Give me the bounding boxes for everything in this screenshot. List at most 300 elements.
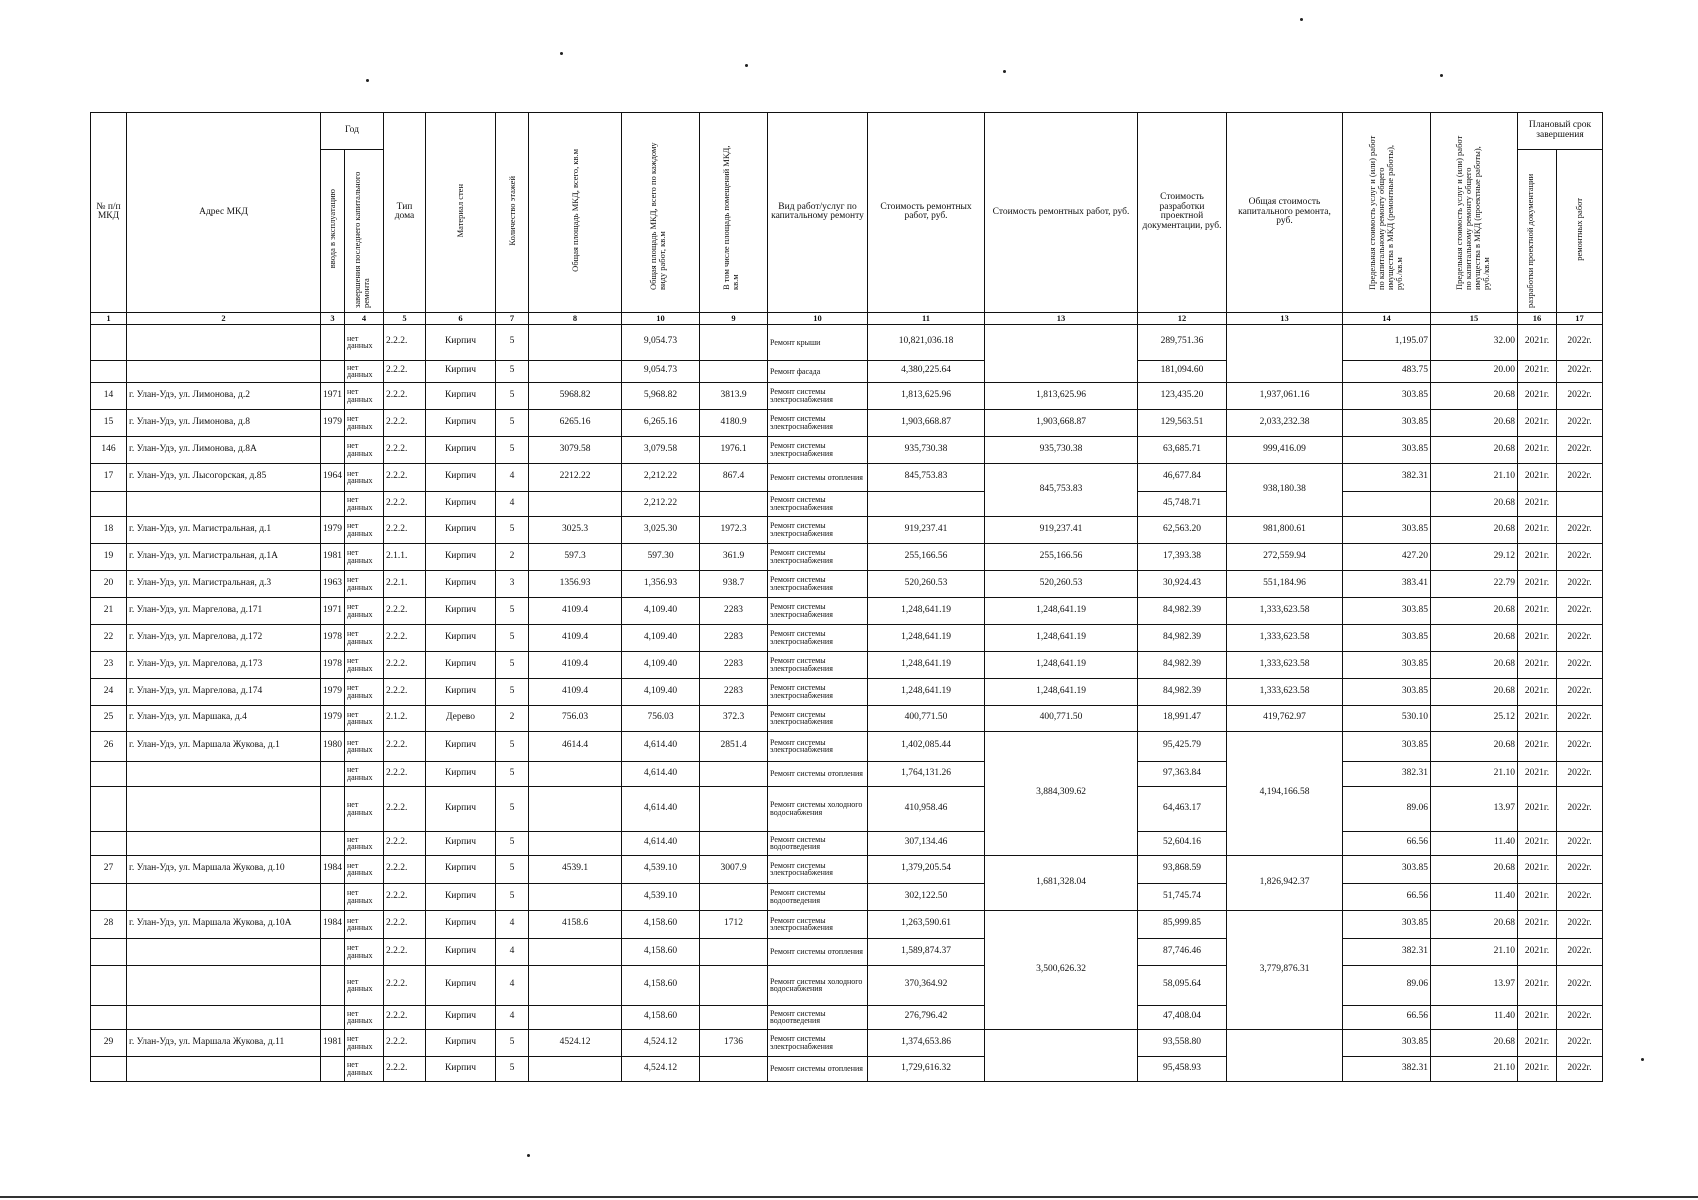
row-num <box>91 324 127 360</box>
house-type-cell: 2.2.2. <box>384 883 426 910</box>
limit-cost-design-cell: 11.40 <box>1431 831 1518 855</box>
area-by-type-cell: 9,054.73 <box>622 360 700 382</box>
deadline-design-cell: 2021г. <box>1518 463 1557 491</box>
row-num: 15 <box>91 409 127 436</box>
row-num <box>91 883 127 910</box>
limit-cost-design-cell: 21.10 <box>1431 761 1518 786</box>
address-cell <box>127 360 321 382</box>
house-type-cell: 2.1.1. <box>384 543 426 570</box>
header-year-group: Год <box>321 113 384 150</box>
row-num <box>91 831 127 855</box>
scan-speck <box>1003 70 1006 73</box>
deadline-design-cell: 2021г. <box>1518 1056 1557 1081</box>
address-cell: г. Улан-Удэ, ул. Маршака, д.4 <box>127 705 321 731</box>
row-num <box>91 965 127 1005</box>
year-repair-cell: нет данных <box>345 409 384 436</box>
deadline-design-cell: 2021г. <box>1518 965 1557 1005</box>
address-cell: г. Улан-Удэ, ул. Лимонова, д.8А <box>127 436 321 463</box>
area-by-type-cell: 3,025.30 <box>622 516 700 543</box>
total-area-cell <box>529 360 622 382</box>
year-repair-cell: нет данных <box>345 543 384 570</box>
deadline-repair-cell: 2022г. <box>1557 786 1603 831</box>
repair-cost-cell: 1,248,641.19 <box>868 678 985 705</box>
floors-cell: 5 <box>496 883 529 910</box>
design-cost-cell: 84,982.39 <box>1138 597 1227 624</box>
premises-area-cell <box>700 1056 768 1081</box>
address-cell: г. Улан-Удэ, ул. Магистральная, д.1А <box>127 543 321 570</box>
total-cost-cell: 981,800.61 <box>1227 516 1343 543</box>
header-year-last-repair: завершения последнего капитального ремонта <box>352 171 371 308</box>
deadline-design-cell: 2021г. <box>1518 831 1557 855</box>
premises-area-cell: 1736 <box>700 1029 768 1056</box>
row-num <box>91 360 127 382</box>
premises-area-cell: 3813.9 <box>700 382 768 409</box>
total-area-cell <box>529 761 622 786</box>
limit-cost-design-cell: 13.97 <box>1431 965 1518 1005</box>
scan-speck <box>1641 1058 1644 1061</box>
year-repair-cell: нет данных <box>345 491 384 516</box>
year-commission-cell: 1980 <box>321 731 345 761</box>
area-by-type-cell: 4,158.60 <box>622 1005 700 1029</box>
repair-cost-cell: 1,903,668.87 <box>868 409 985 436</box>
floors-cell: 5 <box>496 855 529 883</box>
deadline-repair-cell: 2022г. <box>1557 436 1603 463</box>
year-commission-cell: 1981 <box>321 543 345 570</box>
wall-material-cell: Кирпич <box>426 570 496 597</box>
year-commission-cell <box>321 965 345 1005</box>
row-num <box>91 786 127 831</box>
premises-area-cell: 361.9 <box>700 543 768 570</box>
year-commission-cell: 1978 <box>321 651 345 678</box>
total-cost-cell: 4,194,166.58 <box>1227 731 1343 855</box>
scan-speck <box>527 1154 530 1157</box>
area-by-type-cell: 4,539.10 <box>622 883 700 910</box>
total-cost-cell: 1,333,623.58 <box>1227 678 1343 705</box>
premises-area-cell <box>700 324 768 360</box>
total-area-cell: 4109.4 <box>529 651 622 678</box>
wall-material-cell: Кирпич <box>426 786 496 831</box>
deadline-design-cell: 2021г. <box>1518 678 1557 705</box>
year-commission-cell: 1979 <box>321 409 345 436</box>
house-type-cell: 2.2.2. <box>384 382 426 409</box>
house-type-cell: 2.2.2. <box>384 831 426 855</box>
repair-cost-cell: 307,134.46 <box>868 831 985 855</box>
column-index: 16 <box>1518 312 1557 324</box>
repair-cost-cell: 4,380,225.64 <box>868 360 985 382</box>
limit-cost-repair-cell: 382.31 <box>1343 463 1431 491</box>
floors-cell: 5 <box>496 761 529 786</box>
row-num: 29 <box>91 1029 127 1056</box>
wall-material-cell: Кирпич <box>426 491 496 516</box>
repair-cost-2-cell: 3,884,309.62 <box>985 731 1138 855</box>
floors-cell: 2 <box>496 705 529 731</box>
limit-cost-repair-cell: 427.20 <box>1343 543 1431 570</box>
address-cell <box>127 938 321 965</box>
deadline-repair-cell: 2022г. <box>1557 938 1603 965</box>
header-wall-material: Материал стен <box>455 183 466 238</box>
total-area-cell <box>529 938 622 965</box>
premises-area-cell: 1712 <box>700 910 768 938</box>
premises-area-cell <box>700 831 768 855</box>
year-commission-cell <box>321 360 345 382</box>
deadline-design-cell: 2021г. <box>1518 491 1557 516</box>
deadline-repair-cell: 2022г. <box>1557 597 1603 624</box>
address-cell <box>127 491 321 516</box>
work-type-cell: Ремонт системы электроснабжения <box>768 516 868 543</box>
house-type-cell: 2.2.1. <box>384 570 426 597</box>
floors-cell: 5 <box>496 1029 529 1056</box>
total-cost-cell: 1,333,623.58 <box>1227 597 1343 624</box>
wall-material-cell: Кирпич <box>426 1005 496 1029</box>
year-commission-cell <box>321 786 345 831</box>
work-type-cell: Ремонт системы отопления <box>768 938 868 965</box>
table-row <box>91 382 1603 409</box>
house-type-cell: 2.2.2. <box>384 624 426 651</box>
column-index: 8 <box>529 312 622 324</box>
deadline-repair-cell: 2022г. <box>1557 651 1603 678</box>
table-row <box>91 938 1603 965</box>
column-index: 17 <box>1557 312 1603 324</box>
deadline-design-cell: 2021г. <box>1518 651 1557 678</box>
area-by-type-cell: 4,614.40 <box>622 731 700 761</box>
floors-cell: 5 <box>496 786 529 831</box>
deadline-design-cell: 2021г. <box>1518 761 1557 786</box>
header-total-cost: Общая стоимость капитального ремонта, руб. <box>1227 113 1343 313</box>
table-row <box>91 1029 1603 1056</box>
premises-area-cell: 2283 <box>700 678 768 705</box>
year-commission-cell <box>321 1056 345 1081</box>
total-area-cell: 4524.12 <box>529 1029 622 1056</box>
deadline-design-cell: 2021г. <box>1518 624 1557 651</box>
premises-area-cell <box>700 360 768 382</box>
house-type-cell: 2.2.2. <box>384 761 426 786</box>
floors-cell: 5 <box>496 678 529 705</box>
deadline-repair-cell: 2022г. <box>1557 624 1603 651</box>
header-floors: Количество этажей <box>506 175 517 246</box>
premises-area-cell: 2283 <box>700 651 768 678</box>
design-cost-cell: 84,982.39 <box>1138 624 1227 651</box>
address-cell <box>127 831 321 855</box>
floors-cell: 2 <box>496 543 529 570</box>
limit-cost-repair-cell: 382.31 <box>1343 938 1431 965</box>
area-by-type-cell: 1,356.93 <box>622 570 700 597</box>
deadline-repair-cell: 2022г. <box>1557 463 1603 491</box>
design-cost-cell: 47,408.04 <box>1138 1005 1227 1029</box>
total-area-cell: 6265.16 <box>529 409 622 436</box>
year-commission-cell <box>321 938 345 965</box>
repair-cost-cell: 1,589,874.37 <box>868 938 985 965</box>
year-repair-cell: нет данных <box>345 1029 384 1056</box>
floors-cell: 5 <box>496 382 529 409</box>
year-repair-cell: нет данных <box>345 360 384 382</box>
design-cost-cell: 46,677.84 <box>1138 463 1227 491</box>
row-num: 14 <box>91 382 127 409</box>
work-type-cell: Ремонт крыши <box>768 324 868 360</box>
row-num: 19 <box>91 543 127 570</box>
year-repair-cell: нет данных <box>345 938 384 965</box>
table-row <box>91 543 1603 570</box>
wall-material-cell: Кирпич <box>426 324 496 360</box>
year-commission-cell <box>321 324 345 360</box>
total-area-cell: 5968.82 <box>529 382 622 409</box>
column-index: 3 <box>321 312 345 324</box>
limit-cost-repair-cell: 303.85 <box>1343 651 1431 678</box>
deadline-repair-cell: 2022г. <box>1557 1029 1603 1056</box>
year-commission-cell <box>321 436 345 463</box>
house-type-cell: 2.2.2. <box>384 910 426 938</box>
address-cell <box>127 1056 321 1081</box>
column-index: 14 <box>1343 312 1431 324</box>
header-repair-cost-2: Стоимость ремонтных работ, руб. <box>985 113 1138 313</box>
table-row <box>91 678 1603 705</box>
header-premises-area: В том числе площадь помещений МКД, кв.м <box>720 145 740 290</box>
total-cost-cell: 272,559.94 <box>1227 543 1343 570</box>
deadline-design-cell: 2021г. <box>1518 360 1557 382</box>
total-area-cell: 4109.4 <box>529 678 622 705</box>
floors-cell: 5 <box>496 597 529 624</box>
floors-cell: 4 <box>496 965 529 1005</box>
table-row <box>91 409 1603 436</box>
total-area-cell: 4158.6 <box>529 910 622 938</box>
year-repair-cell: нет данных <box>345 382 384 409</box>
deadline-repair-cell: 2022г. <box>1557 761 1603 786</box>
year-repair-cell: нет данных <box>345 831 384 855</box>
repair-cost-2-cell: 1,248,641.19 <box>985 624 1138 651</box>
row-num: 27 <box>91 855 127 883</box>
work-type-cell: Ремонт системы электроснабжения <box>768 678 868 705</box>
deadline-repair-cell: 2022г. <box>1557 678 1603 705</box>
table-row <box>91 1056 1603 1081</box>
wall-material-cell: Кирпич <box>426 731 496 761</box>
limit-cost-repair-cell: 383.41 <box>1343 570 1431 597</box>
design-cost-cell: 30,924.43 <box>1138 570 1227 597</box>
repair-cost-cell: 1,248,641.19 <box>868 597 985 624</box>
year-repair-cell: нет данных <box>345 761 384 786</box>
total-cost-cell: 938,180.38 <box>1227 463 1343 516</box>
table-row <box>91 491 1603 516</box>
column-index: 10 <box>622 312 700 324</box>
row-num: 25 <box>91 705 127 731</box>
header-address: Адрес МКД <box>127 113 321 313</box>
year-repair-cell: нет данных <box>345 731 384 761</box>
area-by-type-cell: 4,539.10 <box>622 855 700 883</box>
repair-cost-cell: 1,813,625.96 <box>868 382 985 409</box>
row-num: 20 <box>91 570 127 597</box>
house-type-cell: 2.2.2. <box>384 463 426 491</box>
total-cost-cell <box>1227 1029 1343 1081</box>
house-type-cell: 2.2.2. <box>384 324 426 360</box>
premises-area-cell <box>700 761 768 786</box>
total-area-cell <box>529 324 622 360</box>
table-row <box>91 910 1603 938</box>
column-index: 10 <box>768 312 868 324</box>
header-num: № п/п МКД <box>91 113 127 313</box>
total-cost-cell: 2,033,232.38 <box>1227 409 1343 436</box>
wall-material-cell: Кирпич <box>426 382 496 409</box>
repair-cost-cell: 276,796.42 <box>868 1005 985 1029</box>
work-type-cell: Ремонт системы электроснабжения <box>768 570 868 597</box>
limit-cost-repair-cell: 89.06 <box>1343 786 1431 831</box>
total-area-cell: 756.03 <box>529 705 622 731</box>
wall-material-cell: Кирпич <box>426 910 496 938</box>
limit-cost-design-cell: 21.10 <box>1431 938 1518 965</box>
wall-material-cell: Кирпич <box>426 543 496 570</box>
design-cost-cell: 17,393.38 <box>1138 543 1227 570</box>
scan-speck <box>745 64 748 67</box>
address-cell: г. Улан-Удэ, ул. Маргелова, д.174 <box>127 678 321 705</box>
repair-cost-cell: 919,237.41 <box>868 516 985 543</box>
repair-cost-2-cell: 1,248,641.19 <box>985 597 1138 624</box>
limit-cost-design-cell: 21.10 <box>1431 1056 1518 1081</box>
repair-cost-2-cell: 919,237.41 <box>985 516 1138 543</box>
design-cost-cell: 85,999.85 <box>1138 910 1227 938</box>
capital-repair-table <box>90 112 1603 1082</box>
repair-cost-cell: 1,248,641.19 <box>868 624 985 651</box>
limit-cost-design-cell: 20.68 <box>1431 516 1518 543</box>
premises-area-cell <box>700 965 768 1005</box>
wall-material-cell: Кирпич <box>426 436 496 463</box>
total-area-cell <box>529 831 622 855</box>
wall-material-cell: Кирпич <box>426 965 496 1005</box>
repair-cost-cell: 370,364.92 <box>868 965 985 1005</box>
limit-cost-repair-cell: 303.85 <box>1343 382 1431 409</box>
total-area-cell <box>529 491 622 516</box>
row-num: 22 <box>91 624 127 651</box>
table-row <box>91 705 1603 731</box>
work-type-cell: Ремонт системы электроснабжения <box>768 705 868 731</box>
limit-cost-repair-cell: 303.85 <box>1343 678 1431 705</box>
deadline-design-cell: 2021г. <box>1518 938 1557 965</box>
address-cell: г. Улан-Удэ, ул. Маршала Жукова, д.1 <box>127 731 321 761</box>
floors-cell: 5 <box>496 360 529 382</box>
total-cost-cell: 1,333,623.58 <box>1227 651 1343 678</box>
wall-material-cell: Кирпич <box>426 855 496 883</box>
column-index: 7 <box>496 312 529 324</box>
limit-cost-repair-cell: 66.56 <box>1343 1005 1431 1029</box>
design-cost-cell: 52,604.16 <box>1138 831 1227 855</box>
area-by-type-cell: 2,212.22 <box>622 491 700 516</box>
column-index: 13 <box>985 312 1138 324</box>
premises-area-cell <box>700 786 768 831</box>
limit-cost-design-cell: 20.68 <box>1431 491 1518 516</box>
work-type-cell: Ремонт системы отопления <box>768 463 868 491</box>
year-commission-cell: 1979 <box>321 705 345 731</box>
address-cell <box>127 965 321 1005</box>
wall-material-cell: Кирпич <box>426 651 496 678</box>
work-type-cell: Ремонт системы электроснабжения <box>768 624 868 651</box>
floors-cell: 5 <box>496 516 529 543</box>
house-type-cell: 2.2.2. <box>384 965 426 1005</box>
limit-cost-design-cell: 29.12 <box>1431 543 1518 570</box>
limit-cost-design-cell: 20.68 <box>1431 855 1518 883</box>
repair-cost-cell: 1,764,131.26 <box>868 761 985 786</box>
design-cost-cell: 84,982.39 <box>1138 678 1227 705</box>
row-num <box>91 491 127 516</box>
column-index-row <box>91 312 1603 324</box>
work-type-cell: Ремонт системы отопления <box>768 1056 868 1081</box>
house-type-cell: 2.2.2. <box>384 651 426 678</box>
column-index: 15 <box>1431 312 1518 324</box>
premises-area-cell: 2851.4 <box>700 731 768 761</box>
year-repair-cell: нет данных <box>345 570 384 597</box>
row-num: 146 <box>91 436 127 463</box>
wall-material-cell: Кирпич <box>426 463 496 491</box>
deadline-design-cell: 2021г. <box>1518 883 1557 910</box>
address-cell: г. Улан-Удэ, ул. Магистральная, д.1 <box>127 516 321 543</box>
total-area-cell: 4109.4 <box>529 624 622 651</box>
premises-area-cell <box>700 491 768 516</box>
year-commission-cell: 1984 <box>321 910 345 938</box>
address-cell <box>127 761 321 786</box>
limit-cost-repair-cell: 303.85 <box>1343 597 1431 624</box>
wall-material-cell: Кирпич <box>426 360 496 382</box>
table-row <box>91 463 1603 491</box>
limit-cost-design-cell: 21.10 <box>1431 463 1518 491</box>
work-type-cell: Ремонт системы электроснабжения <box>768 382 868 409</box>
design-cost-cell: 87,746.46 <box>1138 938 1227 965</box>
deadline-design-cell: 2021г. <box>1518 597 1557 624</box>
wall-material-cell: Кирпич <box>426 597 496 624</box>
area-by-type-cell: 3,079.58 <box>622 436 700 463</box>
deadline-repair-cell: 2022г. <box>1557 910 1603 938</box>
design-cost-cell: 84,982.39 <box>1138 651 1227 678</box>
repair-cost-2-cell: 845,753.83 <box>985 463 1138 516</box>
address-cell: г. Улан-Удэ, ул. Маргелова, д.171 <box>127 597 321 624</box>
year-repair-cell: нет данных <box>345 624 384 651</box>
deadline-design-cell: 2021г. <box>1518 543 1557 570</box>
scan-speck <box>1300 18 1303 21</box>
house-type-cell: 2.2.2. <box>384 938 426 965</box>
year-repair-cell: нет данных <box>345 883 384 910</box>
repair-cost-cell: 10,821,036.18 <box>868 324 985 360</box>
area-by-type-cell: 2,212.22 <box>622 463 700 491</box>
total-area-cell: 4614.4 <box>529 731 622 761</box>
year-commission-cell: 1981 <box>321 1029 345 1056</box>
repair-cost-cell: 1,379,205.54 <box>868 855 985 883</box>
total-cost-cell: 1,826,942.37 <box>1227 855 1343 910</box>
deadline-repair-cell <box>1557 491 1603 516</box>
design-cost-cell: 58,095.64 <box>1138 965 1227 1005</box>
area-by-type-cell: 756.03 <box>622 705 700 731</box>
limit-cost-repair-cell: 530.10 <box>1343 705 1431 731</box>
total-area-cell: 2212.22 <box>529 463 622 491</box>
total-area-cell <box>529 965 622 1005</box>
limit-cost-repair-cell: 89.06 <box>1343 965 1431 1005</box>
design-cost-cell: 63,685.71 <box>1138 436 1227 463</box>
deadline-repair-cell: 2022г. <box>1557 1056 1603 1081</box>
year-repair-cell: нет данных <box>345 597 384 624</box>
table-row <box>91 651 1603 678</box>
address-cell: г. Улан-Удэ, ул. Маршала Жукова, д.11 <box>127 1029 321 1056</box>
design-cost-cell: 51,745.74 <box>1138 883 1227 910</box>
wall-material-cell: Кирпич <box>426 1056 496 1081</box>
row-num: 24 <box>91 678 127 705</box>
year-commission-cell <box>321 1005 345 1029</box>
table-row <box>91 731 1603 761</box>
floors-cell: 5 <box>496 436 529 463</box>
table-row <box>91 597 1603 624</box>
address-cell: г. Улан-Удэ, ул. Маршала Жукова, д.10А <box>127 910 321 938</box>
address-cell: г. Улан-Удэ, ул. Маршала Жукова, д.10 <box>127 855 321 883</box>
area-by-type-cell: 9,054.73 <box>622 324 700 360</box>
work-type-cell: Ремонт системы электроснабжения <box>768 855 868 883</box>
column-index: 9 <box>700 312 768 324</box>
total-area-cell: 597.3 <box>529 543 622 570</box>
house-type-cell: 2.2.2. <box>384 360 426 382</box>
year-repair-cell: нет данных <box>345 1056 384 1081</box>
deadline-repair-cell: 2022г. <box>1557 409 1603 436</box>
house-type-cell: 2.2.2. <box>384 409 426 436</box>
